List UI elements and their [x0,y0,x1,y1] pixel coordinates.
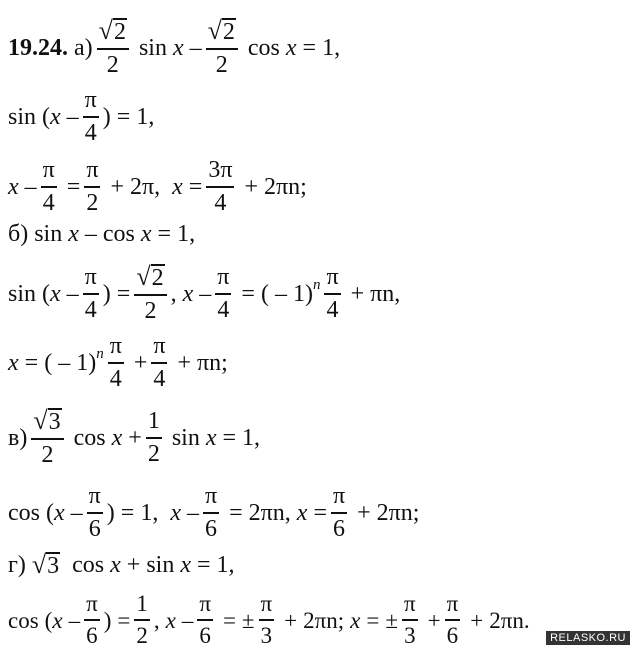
fraction-sqrt2-over-2: √ 2 2 [97,18,129,78]
line-v-equation: в) √ 3 2 cos x + $\frac{1}{2}$ sin x = 1, [8,406,261,469]
line-a-equation: 19.24. а) √ 2 2 sin x – √ 2 2 cos x = 1, [8,16,341,79]
line-a-solution: x – $\frac{\pi}{4}$ = $\frac{\pi}{2}$ + 2π , x = $\frac{3\pi}{4}$ + 2πn; [8,157,307,217]
problem-number: 19.24. [8,35,68,62]
line-g-equation: г) √ 3 cos x + sin x = 1, [8,550,235,579]
line-b-sin-shift: sin ( x – $\frac{\pi}{4}$ ) = √ 2 2 , x – $\frac{\pi}{4}$ = ( – 1) n $\frac{\pi}{4}$ + πn, [8,262,401,325]
part-b-label: б) [8,221,29,247]
line-b-solution: x = ( – 1) n $\frac{\pi}{4}$ + $\frac{\pi}{4}$ + πn; [8,333,228,393]
fraction-sqrt2-over-2-b: √ 2 2 [206,18,238,78]
line-v-solution: cos ( x – $\frac{\pi}{6}$ ) = 1, x – $\frac{\pi}{6}$ = 2πn, x = $\frac{\pi}{6}$ + 2πn; [8,483,420,543]
line-a-sin-shift: sin ( x – $\frac{\pi}{4}$ ) = 1, [8,87,155,147]
site-watermark: RELASKO.RU [546,631,630,645]
line-b-equation: б) sin x – cos x = 1, [8,221,196,247]
part-v-label: в) [8,425,28,452]
part-g-label: г) [8,552,26,578]
line-g-solution: cos ( x – $\frac{\pi}{6}$ ) = $\frac{1}{2}$ , x – $\frac{\pi}{6}$ = ± $\frac{\pi}{3}$ + 2πn; x = ± $\frac{\pi}{3}$ + $\frac{\pi}{6}$ + 2πn. [8,591,530,649]
part-a-label: а) [74,35,93,62]
